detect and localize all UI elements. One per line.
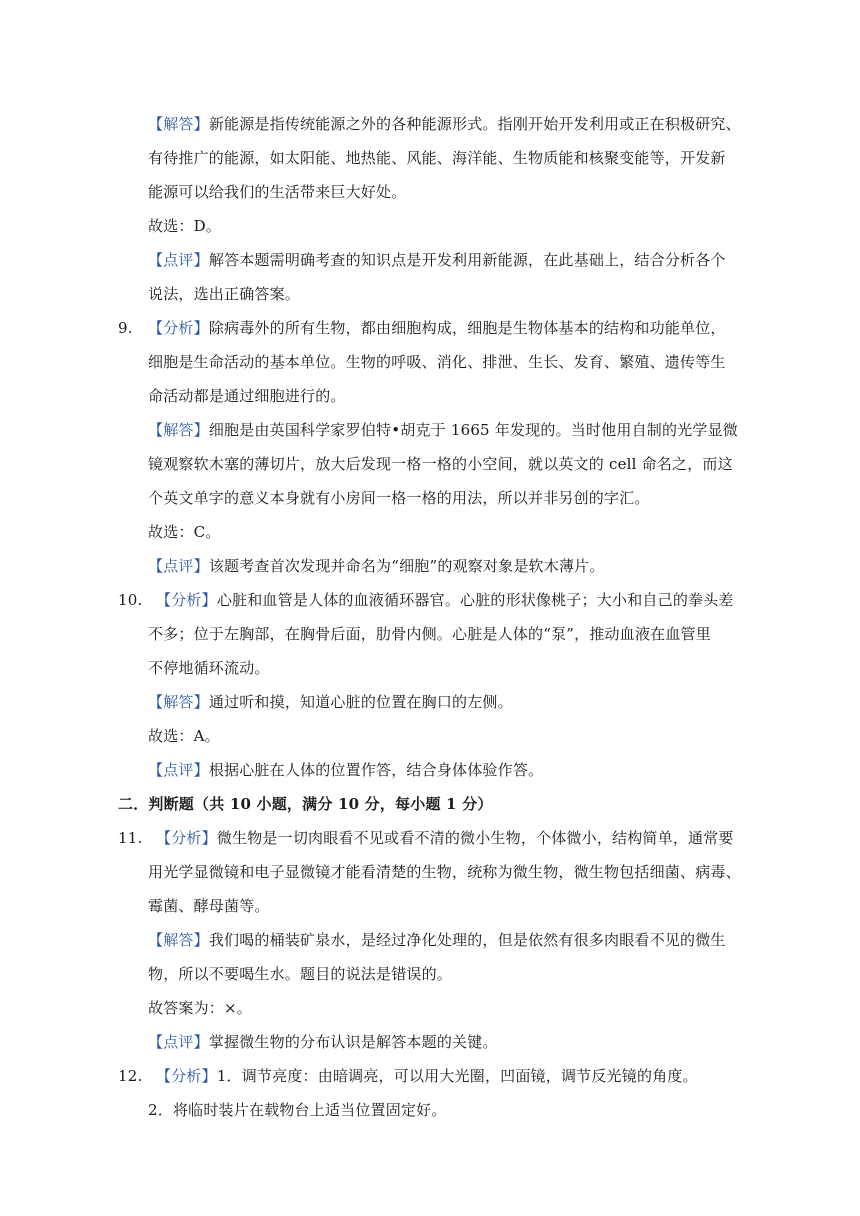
section-heading: 二．判断题（共 10 小题，满分 10 分，每小题 1 分） — [118, 795, 493, 813]
q9-choice: 故选：C。 — [148, 523, 221, 541]
q11-number: 11. — [118, 829, 143, 847]
answer-tag: 【解答】 — [148, 115, 209, 133]
q9-analysis-line-1: 9. 【分析】除病毒外的所有生物，都由细胞构成，细胞是生物体基本的结构和功能单位， — [118, 319, 726, 337]
q8-comment-line-1: 【点评】解答本题需明确考查的知识点是开发利用新能源，在此基础上，结合分析各个 — [148, 251, 726, 269]
analysis-tag: 【分析】 — [148, 319, 209, 337]
q11-answer-line-1: 【解答】我们喝的桶装矿泉水，是经过净化处理的，但是依然有很多肉眼看不见的微生 — [148, 931, 726, 949]
q9-analysis-line-2: 细胞是生命活动的基本单位。生物的呼吸、消化、排泄、生长、发育、繁殖、遗传等生 — [148, 353, 726, 371]
q10-analysis-line-1: 10. 【分析】心脏和血管是人体的血液循环器官。心脏的形状像桃子；大小和自己的拳头差 — [118, 591, 734, 609]
q9-comment-line-1: 【点评】该题考查首次发现并命名为“细胞”的观察对象是软木薄片。 — [148, 557, 605, 575]
q9-analysis-line-3: 命活动都是通过细胞进行的。 — [148, 387, 346, 405]
q8-choice: 故选：D。 — [148, 217, 222, 235]
q9-number: 9. — [118, 319, 133, 337]
analysis-tag: 【分析】 — [156, 1067, 217, 1085]
q10-answer-line-1: 【解答】通过听和摸，知道心脏的位置在胸口的左侧。 — [148, 693, 513, 711]
q11-analysis-line-2: 用光学显微镜和电子显微镜才能看清楚的生物，统称为微生物，微生物包括细菌、病毒、 — [148, 863, 741, 881]
q11-choice: 故答案为：×。 — [148, 999, 252, 1017]
analysis-tag: 【分析】 — [156, 829, 217, 847]
q8-comment-line-2: 说法，选出正确答案。 — [148, 285, 301, 303]
q12-analysis-line-2: 2．将临时装片在载物台上适当位置固定好。 — [148, 1101, 447, 1119]
q11-analysis-line-3: 霉菌、酵母菌等。 — [148, 897, 270, 915]
q12-number: 12. — [118, 1067, 143, 1085]
q9-answer-line-1: 【解答】细胞是由英国科学家罗伯特•胡克于 1665 年发现的。当时他用自制的光学显微 — [148, 421, 738, 439]
q10-analysis-line-2: 不多；位于左胸部，在胸骨后面，肋骨内侧。心脏是人体的“泵”，推动血液在血管里 — [148, 625, 711, 643]
comment-tag: 【点评】 — [148, 251, 209, 269]
answer-tag: 【解答】 — [148, 421, 209, 439]
q10-choice: 故选：A。 — [148, 727, 220, 745]
analysis-tag: 【分析】 — [156, 591, 217, 609]
comment-tag: 【点评】 — [148, 557, 209, 575]
q9-answer-line-2: 镜观察软木塞的薄切片，放大后发现一格一格的小空间，就以英文的 cell 命名之，而这 — [148, 455, 733, 473]
answer-tag: 【解答】 — [148, 931, 209, 949]
comment-tag: 【点评】 — [148, 761, 209, 779]
q11-comment-line-1: 【点评】掌握微生物的分布认识是解答本题的关键。 — [148, 1033, 498, 1051]
q10-comment-line-1: 【点评】根据心脏在人体的位置作答，结合身体体验作答。 — [148, 761, 544, 779]
comment-tag: 【点评】 — [148, 1033, 209, 1051]
q10-number: 10. — [118, 591, 143, 609]
q11-analysis-line-1: 11. 【分析】微生物是一切肉眼看不见或看不清的微小生物，个体微小，结构简单，通常要 — [118, 829, 734, 847]
q8-answer-line-3: 能源可以给我们的生活带来巨大好处。 — [148, 183, 407, 201]
q12-analysis-line-1: 12. 【分析】1．调节亮度：由暗调亮，可以用大光圈，凹面镜，调节反光镜的角度。 — [118, 1067, 698, 1085]
q8-answer-line-1: 【解答】新能源是指传统能源之外的各种能源形式。指刚开始开发利用或正在积极研究、 — [148, 115, 741, 133]
q11-answer-line-2: 物，所以不要喝生水。题目的说法是错误的。 — [148, 965, 453, 983]
q9-answer-line-3: 个英文单字的意义本身就有小房间一格一格的用法，所以并非另创的字汇。 — [148, 489, 650, 507]
answer-tag: 【解答】 — [148, 693, 209, 711]
q8-answer-line-2: 有待推广的能源，如太阳能、地热能、风能、海洋能、生物质能和核聚变能等，开发新 — [148, 149, 726, 167]
q10-analysis-line-3: 不停地循环流动。 — [148, 659, 270, 677]
